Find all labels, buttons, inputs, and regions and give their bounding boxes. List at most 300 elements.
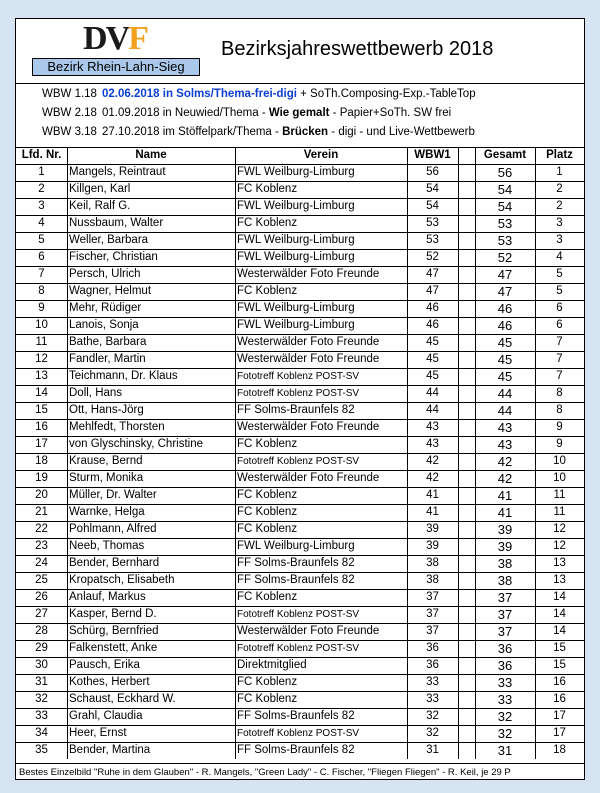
cell-gesamt: 42 xyxy=(497,454,513,469)
cell-name: Kasper, Bernd D. xyxy=(69,608,157,620)
cell-verein: FWL Weilburg-Limburg xyxy=(237,200,355,212)
schedule-text: Wie gemalt xyxy=(268,107,330,119)
cell-gesamt: 33 xyxy=(497,692,513,707)
cell-gesamt: 54 xyxy=(497,182,513,197)
table-row xyxy=(16,657,584,674)
competition-schedule xyxy=(16,84,584,145)
cell-name: Schürg, Bernfried xyxy=(69,625,159,637)
cell-wbw1: 42 xyxy=(426,472,439,484)
cell-wbw1: 31 xyxy=(426,744,439,756)
cell-verein: FWL Weilburg-Limburg xyxy=(237,319,355,331)
grid-row-line xyxy=(16,368,584,369)
cell-nr: 25 xyxy=(35,574,48,586)
cell-name: Neeb, Thomas xyxy=(69,540,145,552)
cell-name: Falkenstett, Anke xyxy=(69,642,158,654)
cell-name: Bender, Bernhard xyxy=(69,557,160,569)
cell-platz: 16 xyxy=(553,676,566,688)
cell-verein: Fototreff Koblenz POST-SV xyxy=(237,456,360,467)
cell-verein: FF Solms-Braunfels 82 xyxy=(237,710,355,722)
cell-gesamt: 36 xyxy=(497,658,513,673)
grid-row-line xyxy=(16,300,584,301)
cell-gesamt: 53 xyxy=(497,216,513,231)
cell-platz: 11 xyxy=(553,506,566,518)
cell-platz: 13 xyxy=(553,574,566,586)
grid-row-line xyxy=(16,657,584,658)
table-row xyxy=(16,623,584,640)
grid-row-line xyxy=(16,317,584,318)
cell-name: Heer, Ernst xyxy=(69,727,127,739)
table-row xyxy=(16,708,584,725)
header-name: Name xyxy=(135,149,167,161)
table-row xyxy=(16,181,584,198)
grid-row-line xyxy=(16,470,584,471)
grid-row-line xyxy=(16,232,584,233)
cell-verein: FWL Weilburg-Limburg xyxy=(237,302,355,314)
cell-nr: 6 xyxy=(38,251,45,263)
schedule-text: 02.06.2018 in Solms/Thema-frei-digi xyxy=(102,88,297,100)
cell-gesamt: 45 xyxy=(497,369,513,384)
table-row xyxy=(16,725,584,742)
cell-wbw1: 32 xyxy=(426,710,439,722)
cell-nr: 33 xyxy=(35,710,48,722)
cell-wbw1: 45 xyxy=(426,353,439,365)
cell-nr: 5 xyxy=(38,234,45,246)
cell-nr: 11 xyxy=(35,336,48,348)
cell-wbw1: 53 xyxy=(426,234,439,246)
cell-gesamt: 47 xyxy=(497,267,513,282)
cell-nr: 29 xyxy=(35,642,48,654)
table-row xyxy=(16,351,584,368)
cell-gesamt: 36 xyxy=(497,641,513,656)
table-row xyxy=(16,453,584,470)
header-platz: Platz xyxy=(546,149,573,161)
schedule-line xyxy=(42,123,475,142)
cell-platz: 9 xyxy=(556,438,563,450)
table-row xyxy=(16,572,584,589)
cell-platz: 5 xyxy=(556,285,563,297)
cell-verein: FF Solms-Braunfels 82 xyxy=(237,744,355,756)
cell-platz: 7 xyxy=(556,370,563,382)
cell-name: Killgen, Karl xyxy=(69,183,131,195)
schedule-text: Brücken xyxy=(282,126,329,138)
cell-wbw1: 36 xyxy=(426,659,439,671)
cell-verein: FF Solms-Braunfels 82 xyxy=(237,574,355,586)
cell-wbw1: 53 xyxy=(426,217,439,229)
table-row xyxy=(16,266,584,283)
cell-gesamt: 53 xyxy=(497,233,513,248)
cell-wbw1: 44 xyxy=(426,404,439,416)
cell-gesamt: 41 xyxy=(497,505,513,520)
cell-nr: 31 xyxy=(35,676,48,688)
cell-name: Keil, Ralf G. xyxy=(69,200,131,212)
table-row xyxy=(16,368,584,385)
cell-verein: FWL Weilburg-Limburg xyxy=(237,166,355,178)
cell-wbw1: 33 xyxy=(426,693,439,705)
cell-platz: 12 xyxy=(553,523,566,535)
grid-row-line xyxy=(16,436,584,437)
table-row xyxy=(16,589,584,606)
cell-name: Doll, Hans xyxy=(69,387,123,399)
cell-platz: 15 xyxy=(553,659,566,671)
cell-wbw1: 33 xyxy=(426,676,439,688)
header-gesamt: Gesamt xyxy=(483,149,527,161)
cell-name: Anlauf, Markus xyxy=(69,591,146,603)
cell-name: Lanois, Sonja xyxy=(69,319,139,331)
cell-platz: 17 xyxy=(553,727,566,739)
grid-row-line xyxy=(16,606,584,607)
page-title: Bezirksjahreswettbewerb 2018 xyxy=(221,38,494,60)
cell-verein: Fototreff Koblenz POST-SV xyxy=(237,728,360,739)
schedule-text: - Papier+SoTh. SW frei xyxy=(329,107,452,119)
table-header-row xyxy=(16,147,584,164)
grid-row-line xyxy=(16,283,584,284)
cell-platz: 11 xyxy=(553,489,566,501)
cell-verein: FC Koblenz xyxy=(237,183,298,195)
cell-platz: 2 xyxy=(556,200,563,212)
cell-nr: 12 xyxy=(35,353,48,365)
cell-verein: FWL Weilburg-Limburg xyxy=(237,251,355,263)
cell-platz: 6 xyxy=(556,302,563,314)
header-wbw1: WBW1 xyxy=(414,149,451,161)
cell-nr: 34 xyxy=(35,727,48,739)
logo-letter-f: F xyxy=(128,20,147,57)
cell-verein: Westerwälder Foto Freunde xyxy=(237,353,380,365)
cell-gesamt: 46 xyxy=(497,318,513,333)
grid-row-line xyxy=(16,419,584,420)
table-row xyxy=(16,334,584,351)
cell-wbw1: 39 xyxy=(426,540,439,552)
cell-platz: 8 xyxy=(556,387,563,399)
cell-gesamt: 54 xyxy=(497,199,513,214)
cell-verein: FWL Weilburg-Limburg xyxy=(237,540,355,552)
grid-row-line xyxy=(16,538,584,539)
cell-wbw1: 43 xyxy=(426,421,439,433)
cell-platz: 14 xyxy=(553,608,566,620)
table-row xyxy=(16,674,584,691)
cell-platz: 1 xyxy=(556,166,563,178)
cell-verein: FC Koblenz xyxy=(237,506,298,518)
cell-verein: FC Koblenz xyxy=(237,285,298,297)
cell-nr: 7 xyxy=(38,268,45,280)
cell-platz: 17 xyxy=(553,710,566,722)
cell-wbw1: 41 xyxy=(426,489,439,501)
table-row xyxy=(16,436,584,453)
schedule-code: WBW 1.18 xyxy=(42,88,97,100)
cell-wbw1: 52 xyxy=(426,251,439,263)
cell-name: Kothes, Herbert xyxy=(69,676,150,688)
cell-wbw1: 45 xyxy=(426,370,439,382)
grid-row-line xyxy=(16,725,584,726)
cell-name: Schaust, Eckhard W. xyxy=(69,693,176,705)
cell-gesamt: 44 xyxy=(497,403,513,418)
cell-name: Nussbaum, Walter xyxy=(69,217,164,229)
schedule-code: WBW 3.18 xyxy=(42,126,97,138)
cell-verein: FC Koblenz xyxy=(237,217,298,229)
cell-gesamt: 33 xyxy=(497,675,513,690)
cell-verein: FC Koblenz xyxy=(237,523,298,535)
cell-nr: 13 xyxy=(35,370,48,382)
cell-verein: FC Koblenz xyxy=(237,591,298,603)
grid-row-line xyxy=(16,623,584,624)
cell-gesamt: 32 xyxy=(497,726,513,741)
cell-wbw1: 54 xyxy=(426,183,439,195)
cell-name: Weller, Barbara xyxy=(69,234,149,246)
cell-nr: 28 xyxy=(35,625,48,637)
cell-platz: 7 xyxy=(556,336,563,348)
cell-nr: 9 xyxy=(38,302,45,314)
cell-verein: Direktmitglied xyxy=(237,659,307,671)
cell-wbw1: 41 xyxy=(426,506,439,518)
table-row xyxy=(16,521,584,538)
grid-row-line xyxy=(16,385,584,386)
cell-wbw1: 37 xyxy=(426,625,439,637)
cell-gesamt: 37 xyxy=(497,607,513,622)
table-row xyxy=(16,419,584,436)
cell-platz: 16 xyxy=(553,693,566,705)
dvf-logo xyxy=(83,20,171,57)
grid-row-line xyxy=(16,589,584,590)
cell-platz: 14 xyxy=(553,591,566,603)
grid-row-line xyxy=(16,453,584,454)
cell-wbw1: 36 xyxy=(426,642,439,654)
cell-wbw1: 54 xyxy=(426,200,439,212)
cell-name: Kropatsch, Elisabeth xyxy=(69,574,175,586)
cell-verein: Westerwälder Foto Freunde xyxy=(237,336,380,348)
table-row xyxy=(16,300,584,317)
cell-name: Fandler, Martin xyxy=(69,353,146,365)
header-verein: Verein xyxy=(303,149,339,161)
cell-verein: Fototreff Koblenz POST-SV xyxy=(237,388,360,399)
results-table xyxy=(16,147,584,759)
cell-nr: 35 xyxy=(35,744,48,756)
cell-verein: Fototreff Koblenz POST-SV xyxy=(237,371,360,382)
cell-platz: 13 xyxy=(553,557,566,569)
cell-gesamt: 32 xyxy=(497,709,513,724)
cell-verein: FC Koblenz xyxy=(237,676,298,688)
schedule-line xyxy=(42,104,451,123)
header-nr: Lfd. Nr. xyxy=(21,149,62,161)
table-row xyxy=(16,317,584,334)
cell-gesamt: 39 xyxy=(497,522,513,537)
footer-note: Bestes Einzelbild "Ruhe in dem Glauben" - R. Mangels, "Green Lady" - C. Fischer, "Fliegen Fliegen" - R. Keil, je 29 P xyxy=(16,763,584,780)
cell-platz: 2 xyxy=(556,183,563,195)
schedule-line xyxy=(42,85,476,104)
cell-nr: 8 xyxy=(38,285,45,297)
cell-gesamt: 47 xyxy=(497,284,513,299)
cell-gesamt: 46 xyxy=(497,301,513,316)
cell-nr: 4 xyxy=(38,217,45,229)
cell-name: Bender, Martina xyxy=(69,744,151,756)
table-row xyxy=(16,640,584,657)
grid-row-line xyxy=(16,249,584,250)
table-row xyxy=(16,555,584,572)
cell-name: Ott, Hans-Jörg xyxy=(69,404,144,416)
logo-letter-v: V xyxy=(105,20,129,57)
grid-row-line xyxy=(16,215,584,216)
table-row xyxy=(16,385,584,402)
cell-nr: 24 xyxy=(35,557,48,569)
grid-row-line xyxy=(16,351,584,352)
cell-verein: FC Koblenz xyxy=(237,693,298,705)
cell-wbw1: 32 xyxy=(426,727,439,739)
cell-nr: 17 xyxy=(35,438,48,450)
cell-platz: 10 xyxy=(553,472,566,484)
grid-row-line xyxy=(16,487,584,488)
cell-name: Mehlfedt, Thorsten xyxy=(69,421,165,433)
cell-nr: 27 xyxy=(35,608,48,620)
logo-letter-d: D xyxy=(83,20,106,57)
cell-name: Fischer, Christian xyxy=(69,251,158,263)
table-row xyxy=(16,283,584,300)
cell-name: Mehr, Rüdiger xyxy=(69,302,142,314)
cell-name: Müller, Dr. Walter xyxy=(69,489,157,501)
grid-row-line xyxy=(16,504,584,505)
cell-gesamt: 45 xyxy=(497,352,513,367)
cell-nr: 20 xyxy=(35,489,48,501)
grid-row-line xyxy=(16,572,584,573)
cell-verein: FC Koblenz xyxy=(237,438,298,450)
cell-gesamt: 56 xyxy=(497,165,513,180)
cell-name: Wagner, Helmut xyxy=(69,285,152,297)
table-row xyxy=(16,742,584,759)
table-row xyxy=(16,249,584,266)
cell-platz: 6 xyxy=(556,319,563,331)
cell-platz: 8 xyxy=(556,404,563,416)
cell-gesamt: 31 xyxy=(497,743,513,758)
cell-wbw1: 42 xyxy=(426,455,439,467)
schedule-text: + SoTh.Composing-Exp.-TableTop xyxy=(296,88,476,100)
cell-gesamt: 38 xyxy=(497,556,513,571)
cell-platz: 10 xyxy=(553,455,566,467)
cell-gesamt: 38 xyxy=(497,573,513,588)
table-row xyxy=(16,164,584,181)
cell-name: Pohlmann, Alfred xyxy=(69,523,157,535)
cell-wbw1: 39 xyxy=(426,523,439,535)
cell-name: Krause, Bernd xyxy=(69,455,143,467)
cell-gesamt: 52 xyxy=(497,250,513,265)
table-row xyxy=(16,232,584,249)
cell-gesamt: 41 xyxy=(497,488,513,503)
cell-platz: 12 xyxy=(553,540,566,552)
cell-nr: 23 xyxy=(35,540,48,552)
header xyxy=(16,19,584,84)
cell-platz: 7 xyxy=(556,353,563,365)
table-row xyxy=(16,402,584,419)
grid-row-line xyxy=(16,674,584,675)
cell-platz: 15 xyxy=(553,642,566,654)
cell-wbw1: 56 xyxy=(426,166,439,178)
cell-wbw1: 44 xyxy=(426,387,439,399)
cell-verein: Fototreff Koblenz POST-SV xyxy=(237,609,360,620)
table-row xyxy=(16,215,584,232)
cell-platz: 3 xyxy=(556,234,563,246)
cell-verein: Westerwälder Foto Freunde xyxy=(237,268,380,280)
cell-nr: 21 xyxy=(35,506,48,518)
grid-row-line xyxy=(16,691,584,692)
cell-nr: 3 xyxy=(38,200,45,212)
table-row xyxy=(16,606,584,623)
cell-nr: 22 xyxy=(35,523,48,535)
grid-row-line xyxy=(16,521,584,522)
cell-name: Mangels, Reintraut xyxy=(69,166,166,178)
cell-nr: 32 xyxy=(35,693,48,705)
cell-nr: 15 xyxy=(35,404,48,416)
cell-gesamt: 37 xyxy=(497,590,513,605)
grid-row-line xyxy=(16,708,584,709)
cell-nr: 26 xyxy=(35,591,48,603)
table-row xyxy=(16,538,584,555)
cell-wbw1: 47 xyxy=(426,268,439,280)
cell-platz: 18 xyxy=(553,744,566,756)
grid-row-line xyxy=(16,198,584,199)
cell-gesamt: 43 xyxy=(497,420,513,435)
cell-wbw1: 38 xyxy=(426,557,439,569)
cell-wbw1: 37 xyxy=(426,591,439,603)
cell-platz: 5 xyxy=(556,268,563,280)
results-sheet xyxy=(15,18,585,780)
cell-verein: FWL Weilburg-Limburg xyxy=(237,234,355,246)
cell-gesamt: 39 xyxy=(497,539,513,554)
cell-name: Bathe, Barbara xyxy=(69,336,147,348)
cell-gesamt: 44 xyxy=(497,386,513,401)
cell-nr: 18 xyxy=(35,455,48,467)
cell-name: Teichmann, Dr. Klaus xyxy=(69,370,178,382)
table-row xyxy=(16,691,584,708)
cell-wbw1: 43 xyxy=(426,438,439,450)
grid-row-line xyxy=(16,555,584,556)
cell-platz: 3 xyxy=(556,217,563,229)
cell-nr: 14 xyxy=(35,387,48,399)
schedule-text: 27.10.2018 im Stöffelpark/Thema - xyxy=(102,126,283,138)
cell-verein: Fototreff Koblenz POST-SV xyxy=(237,643,360,654)
cell-verein: FF Solms-Braunfels 82 xyxy=(237,557,355,569)
cell-wbw1: 38 xyxy=(426,574,439,586)
grid-row-line xyxy=(16,164,584,165)
cell-name: Sturm, Monika xyxy=(69,472,144,484)
schedule-code: WBW 2.18 xyxy=(42,107,97,119)
cell-platz: 9 xyxy=(556,421,563,433)
table-row xyxy=(16,198,584,215)
cell-gesamt: 43 xyxy=(497,437,513,452)
cell-wbw1: 37 xyxy=(426,608,439,620)
bezirk-label: Bezirk Rhein-Lahn-Sieg xyxy=(32,58,200,76)
cell-name: Warnke, Helga xyxy=(69,506,145,518)
cell-nr: 30 xyxy=(35,659,48,671)
cell-nr: 2 xyxy=(38,183,45,195)
cell-gesamt: 37 xyxy=(497,624,513,639)
cell-nr: 16 xyxy=(35,421,48,433)
table-row xyxy=(16,487,584,504)
cell-verein: Westerwälder Foto Freunde xyxy=(237,421,380,433)
grid-row-line xyxy=(16,181,584,182)
cell-nr: 19 xyxy=(35,472,48,484)
cell-verein: FC Koblenz xyxy=(237,489,298,501)
schedule-text: 01.09.2018 in Neuwied/Thema - xyxy=(102,107,269,119)
cell-nr: 1 xyxy=(38,166,45,178)
cell-wbw1: 45 xyxy=(426,336,439,348)
cell-name: Persch, Ulrich xyxy=(69,268,141,280)
cell-verein: Westerwälder Foto Freunde xyxy=(237,472,380,484)
grid-row-line xyxy=(16,640,584,641)
cell-wbw1: 47 xyxy=(426,285,439,297)
cell-platz: 14 xyxy=(553,625,566,637)
grid-row-line xyxy=(16,266,584,267)
cell-platz: 4 xyxy=(556,251,563,263)
cell-verein: FF Solms-Braunfels 82 xyxy=(237,404,355,416)
cell-verein: Westerwälder Foto Freunde xyxy=(237,625,380,637)
table-body xyxy=(16,164,584,759)
cell-gesamt: 42 xyxy=(497,471,513,486)
